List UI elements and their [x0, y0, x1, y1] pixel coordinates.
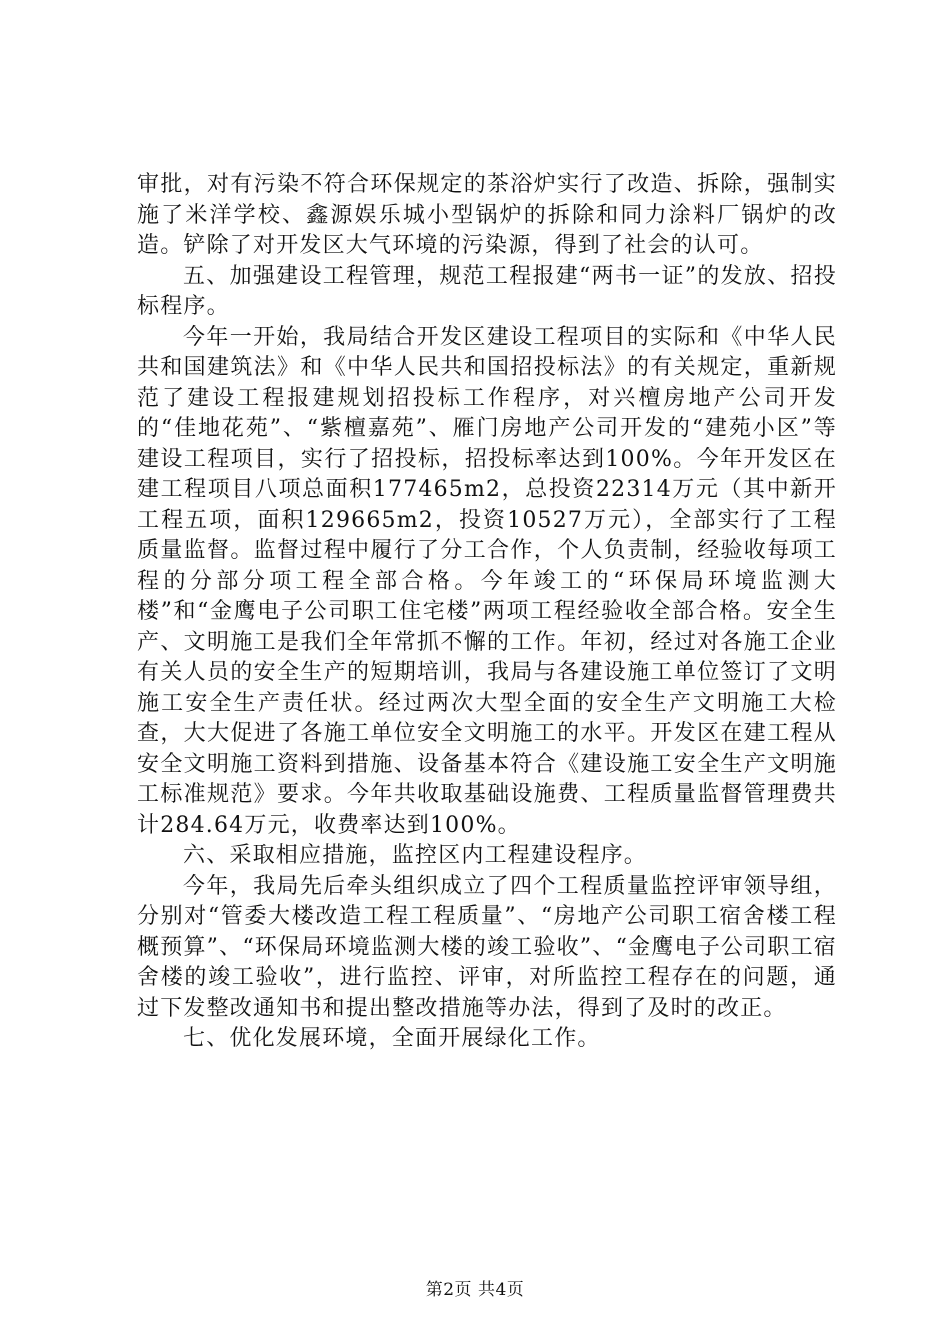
document-body — [137, 170, 837, 1055]
paragraph-quality-monitoring: 今年，我局先后牵头组织成立了四个工程质量监控评审领导组，分别对“管委大楼改造工程工程质量”、“房地产公司职工宿舍楼工程概预算”、“环保局环境监测大楼的竣工验收”、“金鹰电子公司职工宿舍楼的竣工验收”，进行监控、评审，对所监控工程存在的问题，通过下发整改通知书和提出整改措施等办法，得到了及时的改正。 — [137, 873, 837, 1021]
paragraph-construction-management: 今年一开始，我局结合开发区建设工程项目的实际和《中华人民共和国建筑法》和《中华人民共和国招投标法》的有关规定，重新规范了建设工程报建规划招投标工作程序，对兴檀房地产公司开发的“佳地花苑”、“紫檀嘉苑”、雁门房地产公司开发的“建苑小区”等建设工程项目，实行了招投标，招投标率达到100%。今年开发区在建工程项目八项总面积177465m2，总投资22314万元（其中新开工程五项，面积129665m2，投资10527万元），全部实行了工程质量监督。监督过程中履行了分工合作，个人负责制，经验收每项工程的分部分项工程全部合格。今年竣工的“环保局环境监测大楼”和“金鹰电子公司职工住宅楼”两项工程经验收全部合格。安全生产、文明施工是我们全年常抓不懈的工作。年初，经过对各施工企业有关人员的安全生产的短期培训，我局与各建设施工单位签订了文明施工安全生产责任状。经过两次大型全面的安全生产文明施工大检查，大大促进了各施工单位安全文明施工的水平。开发区在建工程从安全文明施工资料到措施、设备基本符合《建设施工安全生产文明施工标准规范》要求。今年共收取基础设施费、工程质量监督管理费共计284.64万元，收费率达到100%。 — [137, 324, 837, 838]
page-footer: 第2页 共4页 — [425, 1280, 525, 1300]
section-heading-7: 七、优化发展环境，全面开展绿化工作。 — [183, 1026, 601, 1051]
section-heading-6: 六、采取相应措施，监控区内工程建设程序。 — [183, 843, 648, 868]
paragraph-approval-boilers: 审批，对有污染不符合环保规定的茶浴炉实行了改造、拆除，强制实施了米洋学校、鑫源娱乐城小型锅炉的拆除和同力涂料厂锅炉的改造。铲除了对开发区大气环境的污染源，得到了社会的认可。 — [137, 172, 837, 258]
section-heading-5: 五、加强建设工程管理，规范工程报建“两书一证”的发放、招投标程序。 — [137, 263, 837, 319]
